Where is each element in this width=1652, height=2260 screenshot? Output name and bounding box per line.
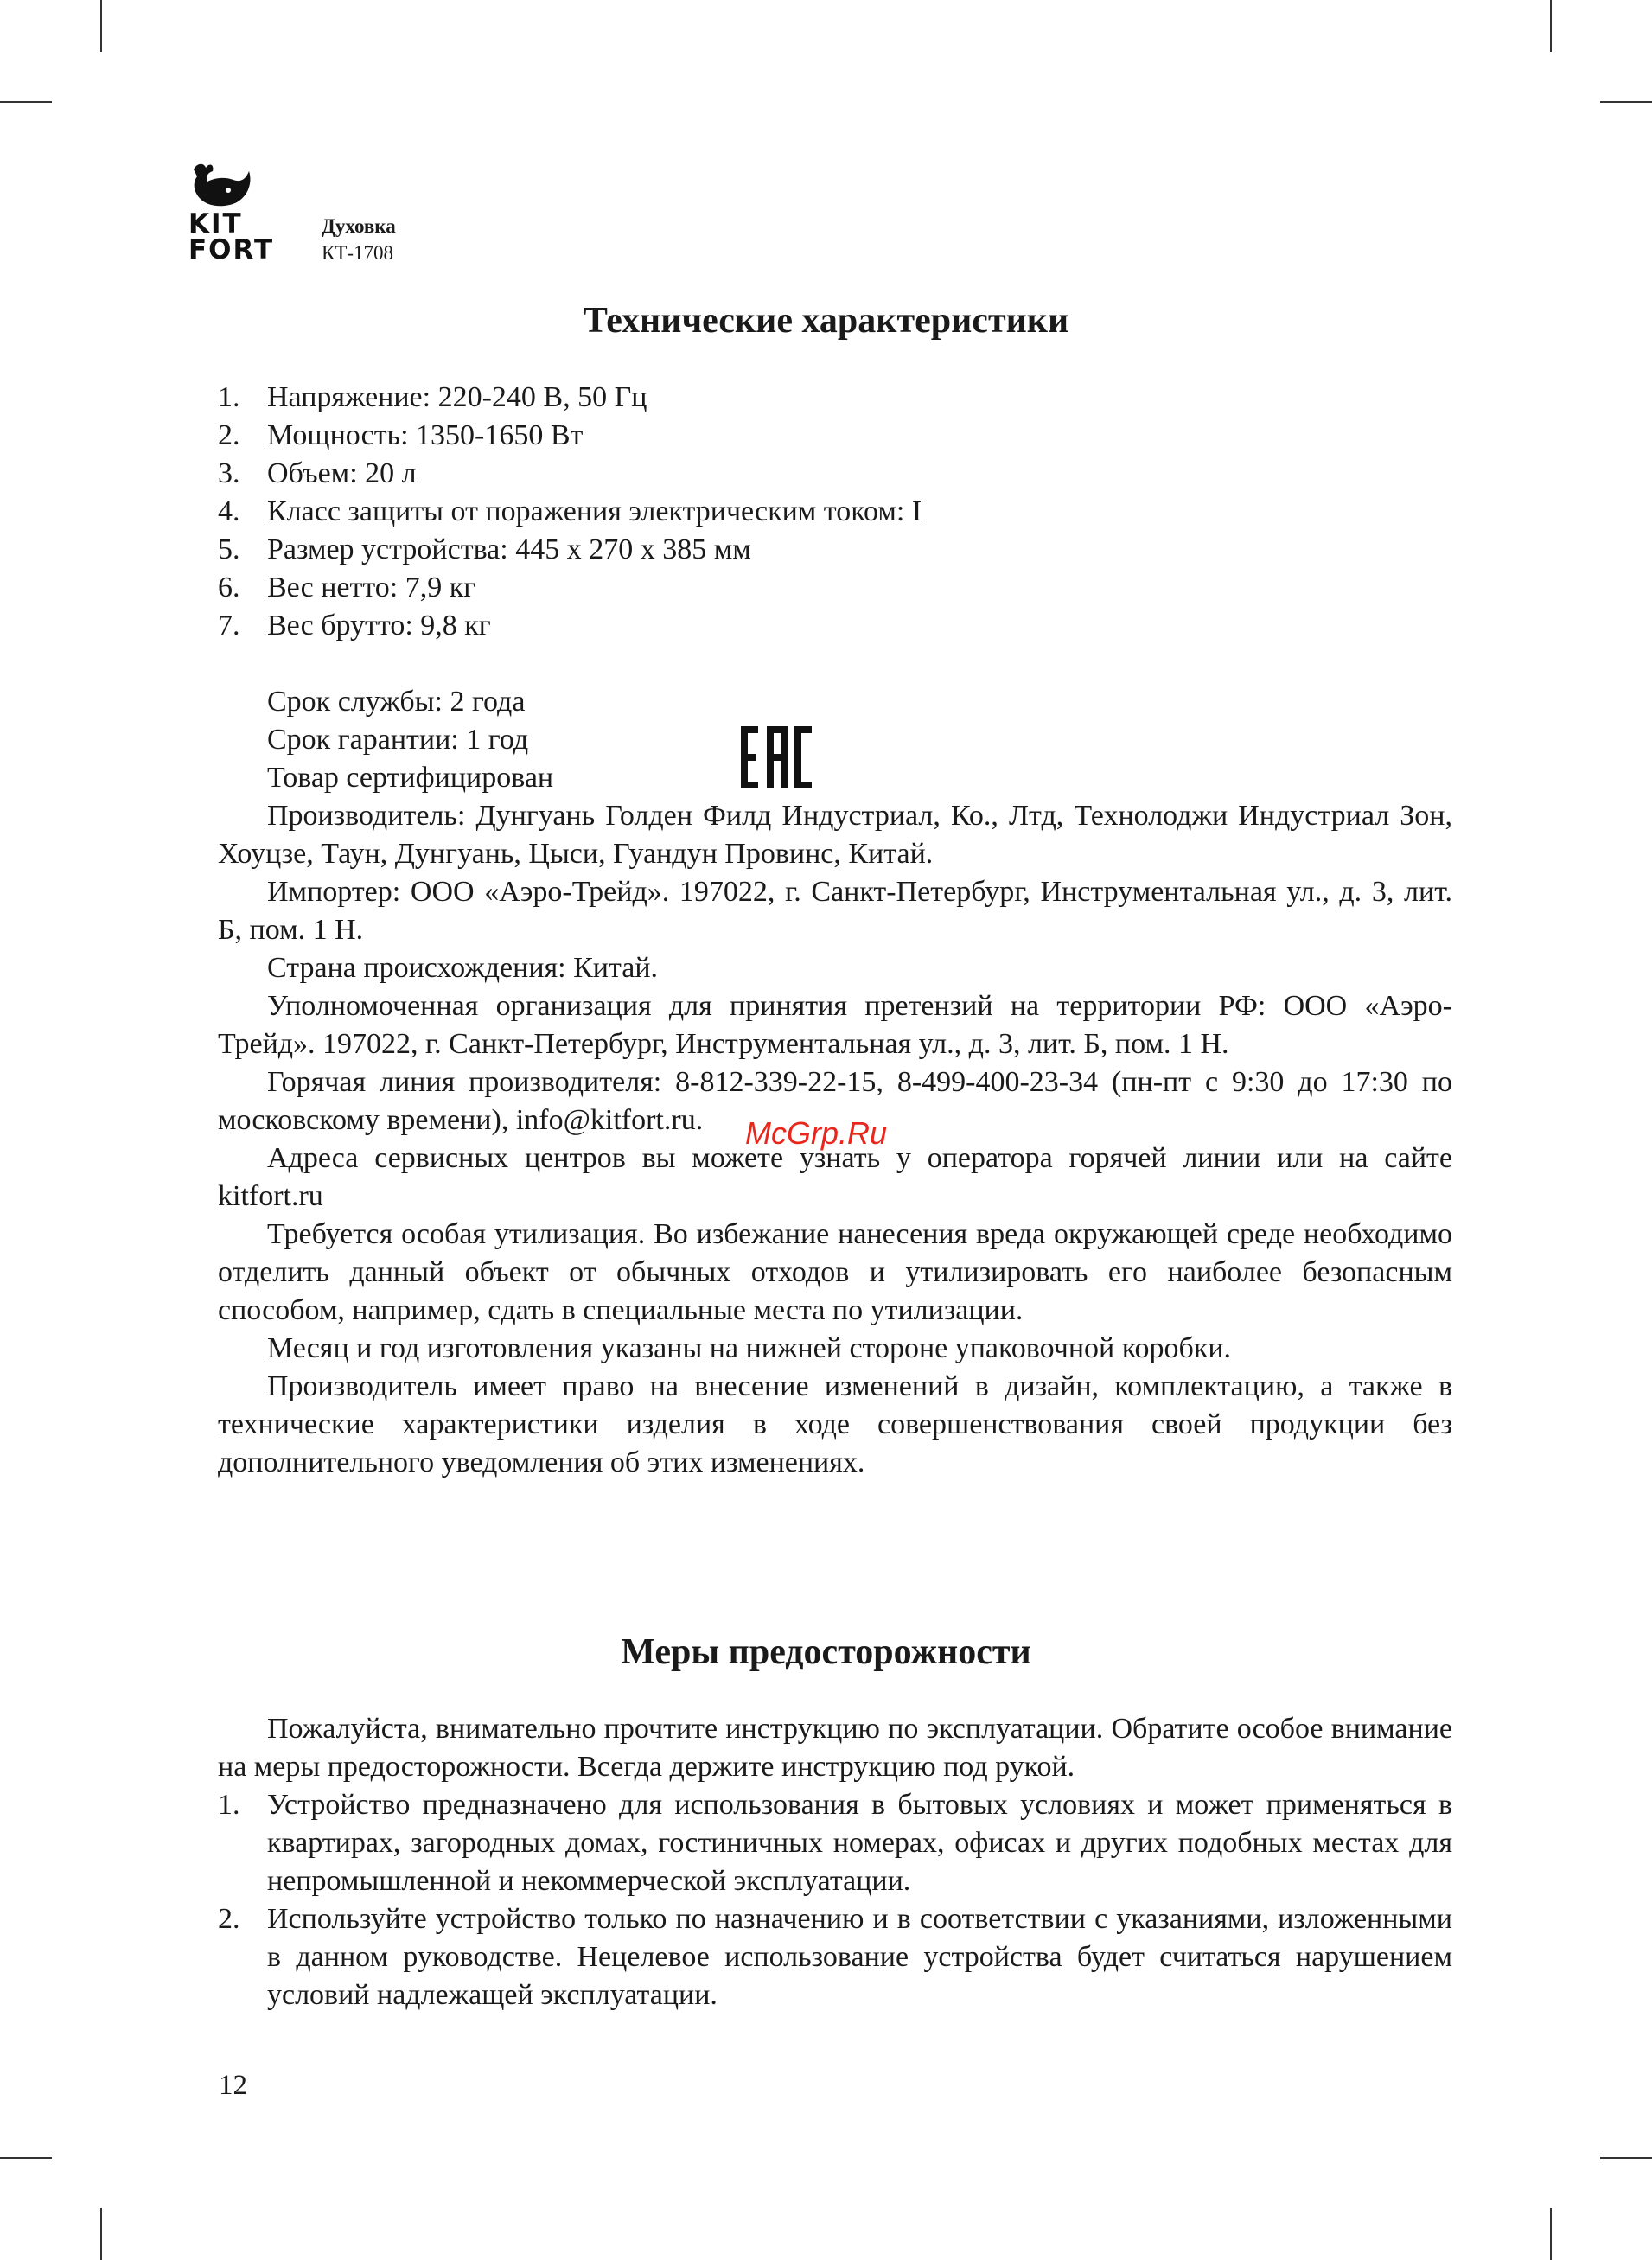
page-number: 12	[219, 2070, 247, 2101]
kitfort-whale-logo-icon	[188, 161, 254, 209]
list-item: 5. Размер устройства: 445 x 270 x 385 мм	[218, 533, 751, 565]
certified-note: Товар сертифицирован	[267, 762, 554, 794]
eac-mark-icon	[739, 725, 813, 790]
product-header	[322, 213, 396, 266]
list-item: 7. Вес брутто: 9,8 кг	[218, 610, 491, 642]
precautions-body	[218, 1710, 1452, 2014]
crop-mark	[1600, 101, 1652, 103]
list-item: 4. Класс защиты от поражения электрическим током: I	[218, 495, 922, 527]
kitfort-logo	[188, 161, 309, 263]
watermark: McGrp.Ru	[745, 1115, 888, 1151]
paragraph: Производитель имеет право на внесение изменений в дизайн, комплектацию, а также в технические характеристики изделия в ходе совершенствования своей продукции без дополнительного уведомления об этих изменениях.	[218, 1370, 1452, 1478]
service-life: Срок службы: 2 года	[267, 686, 526, 718]
logo-text-line: FORT	[188, 234, 275, 265]
crop-mark	[100, 0, 102, 52]
paragraph: Месяц и год изготовления указаны на нижней стороне упаковочной коробки.	[267, 1332, 1232, 1364]
list-item: 3. Объем: 20 л	[218, 457, 417, 489]
paragraph: Требуется особая утилизация. Во избежание нанесения вреда окружающей среде необходимо отделить данный объект от обычных отходов и утилизировать его наиболее безопасным способом, например, сдать в специальные места по утилизации.	[218, 1218, 1452, 1326]
crop-mark	[0, 101, 52, 103]
specs-list	[218, 379, 1452, 645]
crop-mark	[1550, 2208, 1552, 2260]
list-item: 1. Напряжение: 220-240 В, 50 Гц	[218, 381, 647, 413]
list-item: 6. Вес нетто: 7,9 кг	[218, 571, 476, 603]
logo-text-line: KIT	[188, 208, 243, 239]
paragraph: Уполномоченная организация для принятия претензий на территории РФ: ООО «Аэро-Трейд». 197022, г. Санкт-Петербург, Инструментальная ул., д. 3, лит. Б, пом. 1 Н.	[218, 990, 1452, 1060]
crop-mark	[100, 2208, 102, 2260]
paragraph: Горячая линия производителя: 8-812-339-22-15, 8-499-400-23-34 (пн-пт с 9:30 до 17:30 по московскому времени), info@kitfort.ru.	[218, 1066, 1452, 1136]
precautions-list	[218, 1786, 1452, 2014]
paragraph: Страна происхождения: Китай.	[267, 952, 659, 984]
crop-mark	[1600, 2157, 1652, 2159]
paragraph: Импортер: ООО «Аэро-Трейд». 197022, г. Санкт-Петербург, Инструментальная ул., д. 3, лит. Б, пом. 1 Н.	[218, 876, 1452, 946]
specs-heading: Технические характеристики	[583, 301, 1069, 341]
paragraph: Пожалуйста, внимательно прочтите инструкцию по эксплуатации. Обратите особое внимание на меры предосторожности. Всегда держите инструкцию под рукой.	[218, 1713, 1452, 1783]
list-item: 2. Используйте устройство только по назначению и в соответствии с указаниями, изложенными в данном руководстве. Нецелевое использование устройства будет считаться нарушением условий надлежащей эксплуатации.	[218, 1903, 1452, 2011]
warranty: Срок гарантии: 1 год	[267, 724, 529, 756]
specs-body	[218, 379, 1452, 1482]
list-item: 2. Мощность: 1350-1650 Вт	[218, 419, 584, 451]
paragraph: Производитель: Дунгуань Голден Филд Индустриал, Ко., Лтд, Технолоджи Индустриал Зон, Хоуцзе, Таун, Дунгуань, Цыси, Гуандун Провинс, Китай.	[218, 800, 1452, 870]
product-name: Духовка	[322, 215, 396, 237]
product-model: КТ-1708	[322, 242, 394, 264]
list-item: 1. Устройство предназначено для использования в бытовых условиях и может применяться в квартирах, загородных домах, гостиничных номерах, офисах и других подобных местах для непромышленной и некоммерческой эксплуатации.	[218, 1789, 1452, 1897]
crop-mark	[0, 2157, 52, 2159]
crop-mark	[1550, 0, 1552, 52]
precautions-heading: Меры предосторожности	[621, 1632, 1031, 1672]
paragraph: Адреса сервисных центров вы можете узнать у оператора горячей линии или на сайте kitfort.ru	[218, 1142, 1452, 1212]
